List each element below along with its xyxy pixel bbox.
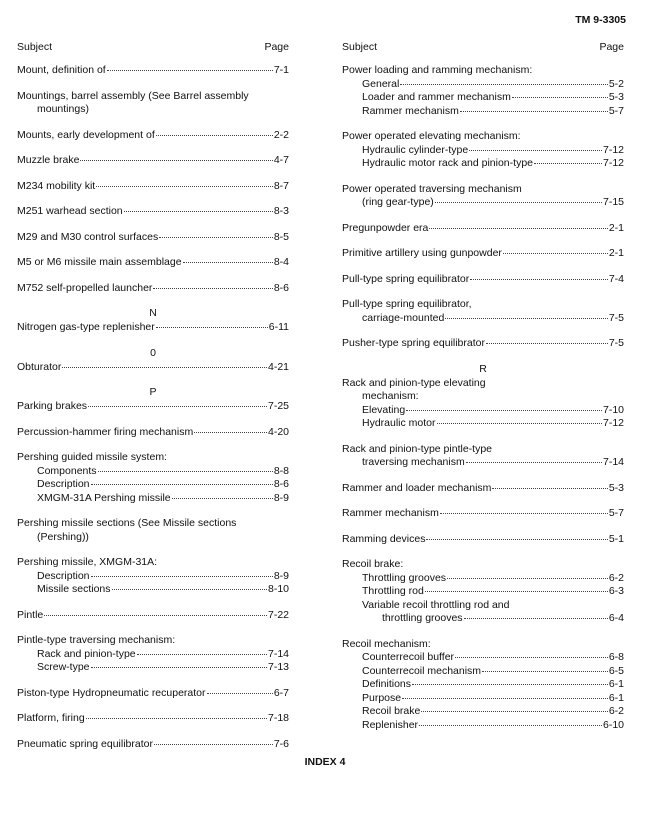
- entries-right: [342, 64, 624, 732]
- dot-leader: [91, 483, 273, 485]
- section-letter: 0: [150, 346, 156, 359]
- page-number: 5-7: [608, 507, 624, 519]
- page-number: 7-13: [267, 661, 289, 673]
- index-line: [17, 64, 289, 78]
- index-subentry: [342, 705, 624, 719]
- dot-leader: [80, 159, 272, 161]
- index-entry: [342, 247, 624, 261]
- dot-leader: [435, 201, 602, 203]
- index-entry: [342, 273, 624, 287]
- index-line: [342, 273, 624, 287]
- dot-leader: [159, 236, 273, 238]
- index-subentry: [342, 312, 624, 326]
- index-entry: [17, 321, 289, 335]
- entry-text: Counterrecoil buffer: [362, 651, 455, 663]
- index-entry: [17, 712, 289, 726]
- entry-text: M251 warhead section: [17, 205, 123, 217]
- page-number: 7-5: [608, 311, 624, 324]
- page-number: 4-21: [267, 360, 289, 373]
- dot-leader: [534, 162, 602, 164]
- index-line: [17, 361, 289, 375]
- index-entry: [17, 609, 289, 623]
- entry-text: Muzzle brake: [17, 154, 80, 166]
- page-number: 6-2: [608, 571, 624, 584]
- index-subentry: [17, 465, 289, 479]
- page-number: 8-8: [273, 464, 289, 477]
- index-subentry: [342, 599, 624, 613]
- entry-text: Pershing guided missile system:: [17, 451, 167, 463]
- entry-text: Rammer mechanism: [342, 507, 439, 519]
- entry-text: Replenisher: [362, 718, 419, 731]
- entry-text: M752 self-propelled launcher: [17, 281, 153, 294]
- index-entry: [342, 222, 624, 236]
- index-line: [17, 400, 289, 414]
- index-line: [17, 154, 289, 168]
- index-line: [342, 222, 624, 236]
- entry-text: Mount, definition of: [17, 64, 106, 76]
- index-subentry: [342, 585, 624, 599]
- entry-text: Pusher-type spring equilibrator: [342, 337, 485, 349]
- entry-text: Pershing missile, XMGM-31A:: [17, 556, 158, 568]
- entry-text: Hydraulic motor rack and pinion-type: [362, 157, 533, 169]
- entry-text: Power loading and ramming mechanism:: [342, 64, 533, 76]
- page-number: 2-2: [273, 128, 289, 141]
- entry-text: Mounts, early development of: [17, 128, 155, 141]
- index-entry: [17, 231, 289, 245]
- page-number: 7-5: [608, 337, 624, 349]
- dot-leader: [402, 697, 608, 699]
- page-number: 8-9: [273, 569, 289, 582]
- entry-text: Purpose: [362, 691, 402, 704]
- index-entry: [342, 638, 624, 733]
- index-line: [342, 130, 624, 144]
- index-entry: [342, 558, 624, 626]
- dot-leader: [86, 717, 267, 719]
- page-number: 5-2: [608, 77, 624, 90]
- dot-leader: [406, 409, 602, 411]
- dot-leader: [96, 185, 273, 187]
- index-entry: [342, 130, 624, 171]
- entry-text: M234 mobility kit: [17, 179, 96, 192]
- section-letter: P: [149, 386, 157, 398]
- page-number: 6-1: [608, 691, 624, 704]
- index-line: [17, 451, 289, 465]
- entry-text: (ring gear-type): [362, 196, 434, 208]
- page-number: 2-1: [608, 221, 624, 234]
- dot-leader: [194, 431, 267, 433]
- page-number: 8-6: [273, 478, 289, 490]
- entry-text: Recoil mechanism:: [342, 637, 431, 650]
- index-subentry: [342, 692, 624, 706]
- entry-text: Recoil brake: [362, 705, 421, 717]
- entry-text: Primitive artillery using gunpowder: [342, 247, 502, 259]
- dot-leader: [172, 497, 273, 499]
- dot-leader: [156, 134, 273, 136]
- dot-leader: [437, 422, 602, 424]
- index-subentry: [342, 651, 624, 665]
- entry-text: Rack and pinion-type pintle-type: [342, 442, 493, 455]
- dot-leader: [492, 487, 607, 489]
- index-subentry: [342, 572, 624, 586]
- entries-left: [17, 64, 289, 751]
- entry-text: Pull-type spring equilibrator: [342, 272, 470, 285]
- index-entry: [17, 738, 289, 752]
- dot-leader: [183, 261, 273, 263]
- index-line: [17, 129, 289, 143]
- entry-text: XMGM-31A Pershing missile: [37, 491, 171, 504]
- index-line: [17, 609, 289, 623]
- index-subentry: [342, 105, 624, 119]
- dot-leader: [470, 278, 608, 280]
- entry-text: Description: [37, 478, 90, 490]
- entry-text: throttling grooves: [382, 612, 463, 624]
- entry-text: Throttling rod: [362, 585, 424, 597]
- entry-text: Power operated elevating mechanism:: [342, 130, 521, 142]
- index-entry: [17, 451, 289, 505]
- index-entry: [342, 482, 624, 496]
- entry-text: Pintle: [17, 608, 44, 621]
- index-line: [17, 634, 289, 648]
- entry-text: Screw-type: [37, 661, 90, 673]
- dot-leader: [455, 656, 608, 658]
- dot-leader: [445, 317, 608, 319]
- page-number: 7-25: [267, 400, 289, 412]
- page-number: 7-1: [273, 64, 289, 76]
- entry-text: Power operated traversing mechanism: [342, 182, 522, 195]
- dot-leader: [207, 692, 273, 694]
- index-subentry: [17, 478, 289, 492]
- dot-leader: [447, 577, 608, 579]
- dot-leader: [91, 575, 273, 577]
- entry-text: (Pershing)): [37, 530, 89, 543]
- page-number: 7-6: [273, 737, 289, 750]
- index-subentry: [342, 612, 624, 626]
- dot-leader: [88, 405, 267, 407]
- index-entry: [342, 443, 624, 470]
- dot-leader: [425, 590, 608, 592]
- index-line: [17, 205, 289, 219]
- page-number: 6-11: [268, 321, 289, 333]
- page-number: 6-3: [608, 585, 624, 597]
- index-entry: [17, 361, 289, 375]
- page-number: 7-4: [608, 272, 624, 285]
- entry-text: Variable recoil throttling rod and: [362, 598, 510, 611]
- index-entry: [342, 64, 624, 118]
- entry-text: Mountings, barrel assembly (See Barrel assembly: [17, 89, 249, 102]
- entry-text: Platform, firing: [17, 712, 85, 724]
- index-subentry: [17, 492, 289, 506]
- dot-leader: [460, 110, 608, 112]
- page-number: 8-3: [273, 205, 289, 217]
- entry-text: Rammer and loader mechanism: [342, 481, 492, 494]
- index-subentry: [342, 404, 624, 418]
- index-subentry: [17, 583, 289, 597]
- page-number: 6-10: [602, 718, 624, 731]
- index-line: [17, 426, 289, 440]
- page-number: 6-1: [608, 678, 624, 690]
- dot-leader: [482, 670, 608, 672]
- dot-leader: [62, 366, 267, 368]
- entry-text: Hydraulic motor: [362, 417, 436, 429]
- column-header: [342, 40, 624, 54]
- index-entry: [17, 64, 289, 78]
- index-subentry: [17, 648, 289, 662]
- index-line: [342, 183, 624, 197]
- index-line: [17, 282, 289, 296]
- entry-text: Rack and pinion-type elevating: [342, 376, 486, 389]
- index-subentry: [342, 78, 624, 92]
- page-heading: Page: [599, 41, 624, 53]
- index-line: [17, 256, 289, 270]
- entry-text: mountings): [37, 103, 89, 115]
- dot-leader: [440, 512, 608, 514]
- index-entry: [342, 507, 624, 521]
- entry-text: Recoil brake:: [342, 558, 404, 570]
- subject-heading: Subject: [342, 41, 378, 53]
- page-number: 7-18: [267, 712, 289, 724]
- index-line: [17, 687, 289, 701]
- entry-text: Counterrecoil mechanism: [362, 664, 482, 677]
- entry-text: Description: [37, 569, 90, 582]
- page-number: 7-12: [602, 157, 624, 169]
- page-number: 6-2: [608, 705, 624, 717]
- page-number: 5-3: [608, 91, 624, 103]
- index-entry: [17, 556, 289, 597]
- column-header: [17, 40, 289, 54]
- dot-leader: [503, 252, 608, 254]
- index-subentry: [342, 678, 624, 692]
- index-subentry: [17, 103, 289, 117]
- dot-leader: [154, 743, 273, 745]
- page-number: 4-20: [267, 425, 289, 438]
- index-entry: [17, 517, 289, 544]
- entry-text: Piston-type Hydropneumatic recuperator: [17, 686, 206, 699]
- entry-text: Rack and pinion-type: [37, 647, 136, 660]
- page-number: 7-12: [602, 143, 624, 156]
- page-number: 8-7: [273, 179, 289, 192]
- dot-leader: [400, 83, 607, 85]
- dot-leader: [469, 149, 602, 151]
- page-heading: Page: [264, 41, 289, 53]
- entry-text: Pull-type spring equilibrator,: [342, 298, 472, 310]
- entry-text: Loader and rammer mechanism: [362, 91, 511, 103]
- page-number: 4-7: [273, 154, 289, 166]
- entry-text: carriage-mounted: [362, 311, 445, 324]
- index-entry: [342, 298, 624, 325]
- dot-leader: [153, 287, 272, 289]
- dot-leader: [44, 614, 267, 616]
- dot-leader: [112, 588, 267, 590]
- index-line: [17, 738, 289, 752]
- dot-leader: [98, 470, 273, 472]
- entry-text: Elevating: [362, 403, 406, 416]
- index-subentry: [342, 456, 624, 470]
- index-entry: [17, 90, 289, 117]
- page-number: 7-10: [602, 403, 624, 416]
- dot-leader: [486, 342, 608, 344]
- entry-text: Pneumatic spring equilibrator: [17, 737, 153, 750]
- index-column-left: [17, 40, 289, 763]
- index-entry: [17, 154, 289, 168]
- page-number: 8-4: [273, 256, 289, 268]
- index-entry: [342, 337, 624, 351]
- entry-text: traversing mechanism: [362, 456, 465, 468]
- dot-leader: [464, 617, 608, 619]
- index-entry: [342, 377, 624, 431]
- page-number: 8-6: [273, 281, 289, 294]
- dot-leader: [426, 538, 607, 540]
- index-entry: [342, 533, 624, 547]
- index-line: [342, 337, 624, 351]
- index-entry: [17, 180, 289, 194]
- page-number: 8-9: [273, 491, 289, 504]
- index-line: [342, 533, 624, 547]
- index-line: [17, 712, 289, 726]
- dot-leader: [412, 683, 608, 685]
- entry-text: Percussion-hammer firing mechanism: [17, 425, 194, 438]
- index-line: [342, 558, 624, 572]
- dot-leader: [429, 227, 607, 229]
- index-entry: [17, 426, 289, 440]
- page-number: 5-3: [608, 481, 624, 494]
- index-subentry: [342, 91, 624, 105]
- entry-text: Hydraulic cylinder-type: [362, 143, 469, 156]
- entry-text: Parking brakes: [17, 400, 88, 412]
- page-number: 7-14: [602, 456, 624, 468]
- index-subentry: [342, 157, 624, 171]
- index-subentry: [342, 417, 624, 431]
- index-line: [342, 507, 624, 521]
- dot-leader: [419, 724, 602, 726]
- index-subentry: [17, 661, 289, 675]
- document-id: TM 9-3305: [575, 14, 626, 26]
- section-letter: R: [479, 362, 487, 375]
- page-number: 6-5: [608, 664, 624, 677]
- index-entry: [17, 687, 289, 701]
- index-line: [17, 180, 289, 194]
- dot-leader: [512, 96, 608, 98]
- entry-text: Pershing missile sections (See Missile sections: [17, 517, 237, 529]
- index-subentry: [342, 390, 624, 404]
- page-number: 6-8: [608, 651, 624, 663]
- index-line: [342, 638, 624, 652]
- entry-text: Ramming devices: [342, 532, 426, 545]
- index-entry: [17, 400, 289, 414]
- entry-text: mechanism:: [362, 390, 419, 402]
- index-line: [342, 64, 624, 78]
- page-number: 5-7: [608, 104, 624, 117]
- index-line: [342, 377, 624, 391]
- dot-leader: [466, 461, 602, 463]
- index-subentry: [342, 719, 624, 733]
- index-entry: [342, 183, 624, 210]
- index-subentry: [17, 531, 289, 545]
- index-subentry: [17, 570, 289, 584]
- entry-text: Pregunpowder era: [342, 221, 429, 234]
- dot-leader: [91, 666, 267, 668]
- dot-leader: [421, 710, 607, 712]
- section-letter: N: [149, 307, 157, 319]
- index-line: [17, 556, 289, 570]
- index-subentry: [342, 665, 624, 679]
- entry-text: Pintle-type traversing mechanism:: [17, 634, 176, 646]
- page-number: 8-10: [267, 583, 289, 595]
- entry-text: M5 or M6 missile main assemblage: [17, 256, 182, 268]
- entry-text: Throttling grooves: [362, 571, 447, 584]
- index-entry: [17, 129, 289, 143]
- index-entry: [17, 256, 289, 270]
- page-number: 2-1: [608, 247, 624, 259]
- entry-text: Obturator: [17, 360, 62, 373]
- index-line: [17, 231, 289, 245]
- page-number: 6-7: [273, 686, 289, 699]
- index-line: [342, 482, 624, 496]
- dot-leader: [156, 326, 268, 328]
- dot-leader: [137, 653, 267, 655]
- entry-text: Missile sections: [37, 583, 111, 595]
- index-line: [342, 298, 624, 312]
- subject-heading: Subject: [17, 41, 53, 53]
- page-number: 6-4: [608, 612, 624, 624]
- dot-leader: [107, 69, 273, 71]
- page-number: 8-5: [273, 230, 289, 243]
- index-line: [342, 247, 624, 261]
- entry-text: Rammer mechanism: [362, 104, 459, 117]
- index-entry: [17, 282, 289, 296]
- page-footer: INDEX 4: [304, 756, 346, 768]
- index-column-right: [342, 40, 624, 744]
- index-entry: [17, 205, 289, 219]
- index-line: [17, 321, 289, 335]
- entry-text: General: [362, 77, 400, 90]
- page-number: 7-22: [267, 608, 289, 621]
- entry-text: M29 and M30 control surfaces: [17, 230, 159, 243]
- page-number: 7-12: [602, 417, 624, 429]
- index-entry: [17, 634, 289, 675]
- dot-leader: [124, 210, 273, 212]
- index-subentry: [342, 144, 624, 158]
- entry-text: Definitions: [362, 678, 412, 690]
- page-number: 7-15: [602, 196, 624, 208]
- page-number: 7-14: [267, 647, 289, 660]
- index-subentry: [342, 196, 624, 210]
- entry-text: Nitrogen gas-type replenisher: [17, 321, 155, 333]
- entry-text: Components: [37, 464, 97, 477]
- index-line: [342, 443, 624, 457]
- page-number: 5-1: [608, 532, 624, 545]
